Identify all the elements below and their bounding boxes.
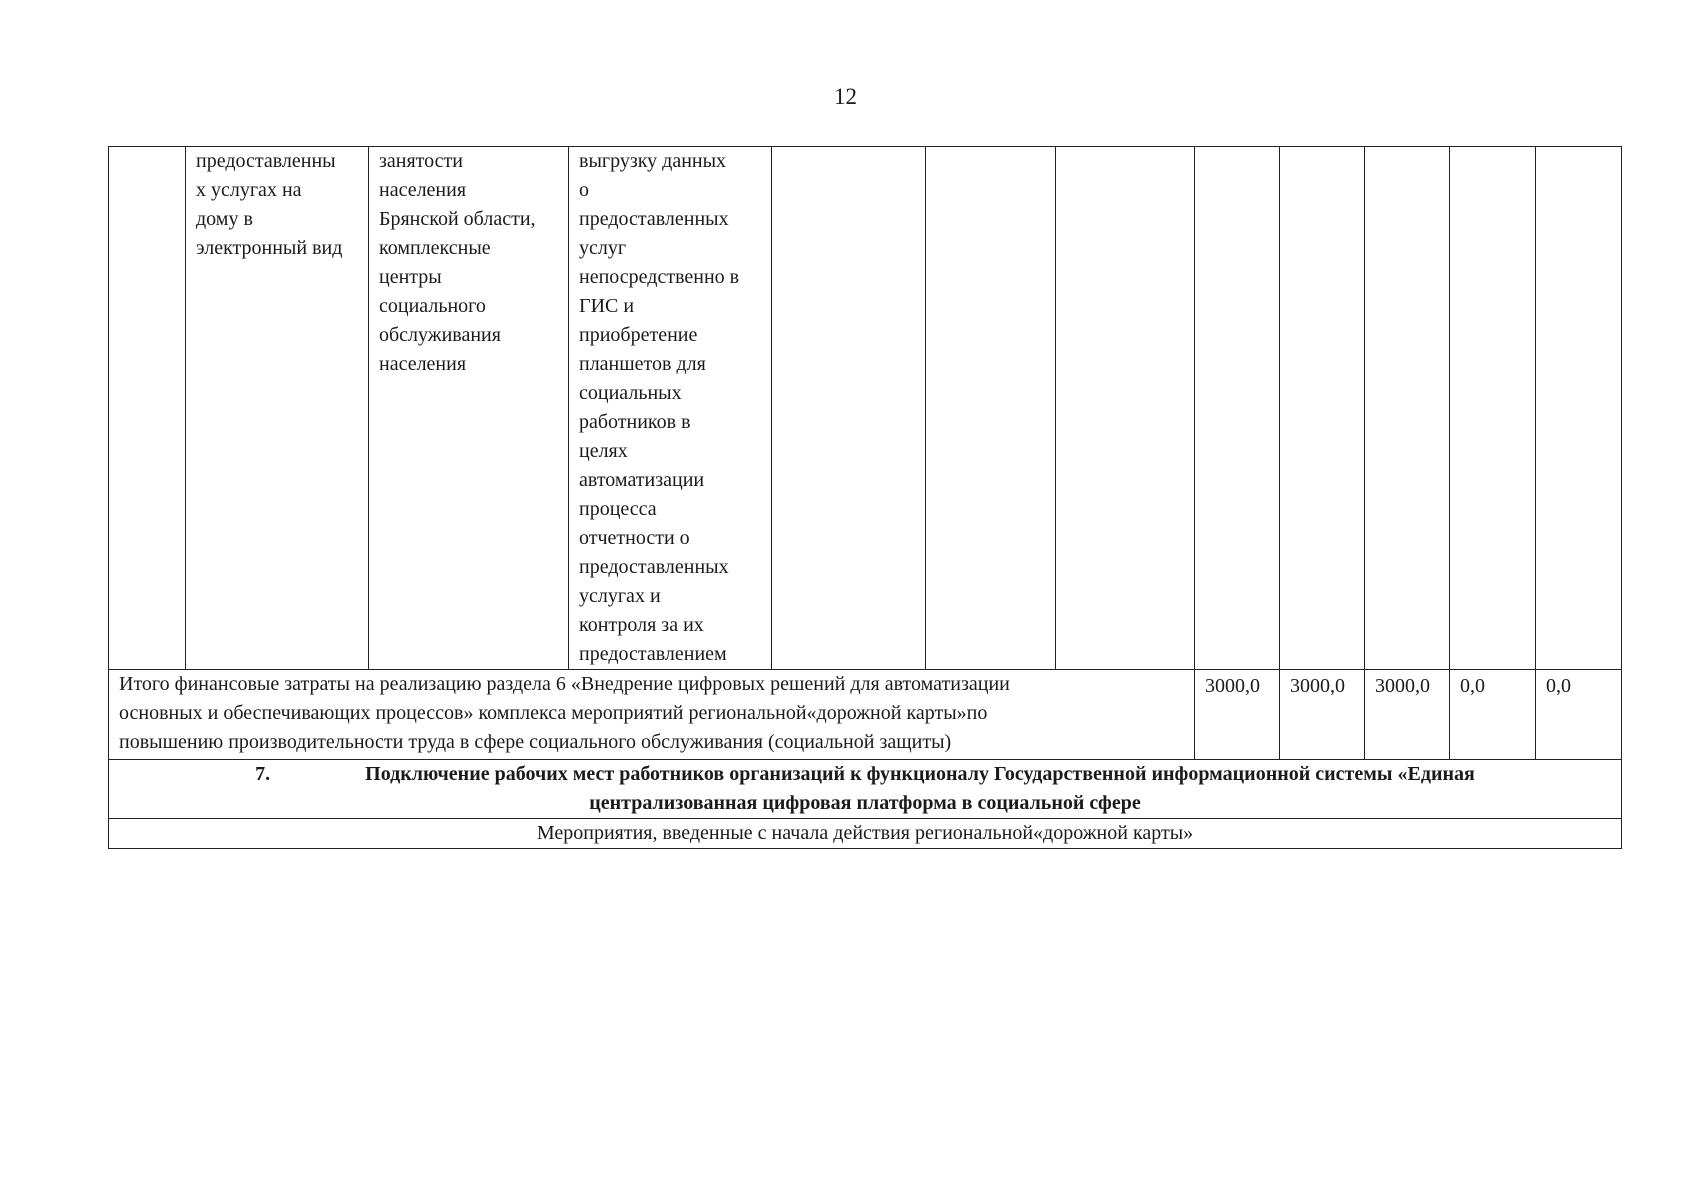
cell-empty: [926, 147, 1056, 670]
cell-empty: [1450, 147, 1536, 670]
cell-empty: [772, 147, 926, 670]
total-label: Итого финансовые затраты на реализацию раздела 6 «Внедрение цифровых решений для автоматизации основных и обеспечивающих процессов» комплекса мероприятий региональной«дорожной карты»по повышению производительности труда в сфере социального обслуживания (социальной защиты): [109, 670, 1195, 760]
section-title-line1: Подключение рабочих мест работников организаций к функционалу Государственной информационной системы «Единая: [365, 763, 1475, 785]
section-number: 7.: [255, 763, 271, 785]
section-heading-row: [109, 760, 1622, 819]
table-row-continuation: [109, 147, 1622, 670]
section-heading: [109, 760, 1622, 819]
subsection-row: [109, 819, 1622, 849]
cell-empty: [1056, 147, 1195, 670]
section-title-line2: централизованная цифровая платформа в социальной сфере: [589, 792, 1141, 814]
cell-empty: [1536, 147, 1622, 670]
cell-activity-name: предоставленны х услугах на дому в электронный вид: [186, 147, 369, 670]
cell-empty: [1280, 147, 1365, 670]
cell-number: [109, 147, 186, 670]
cell-description: выгрузку данных о предоставленных услуг непосредственно в ГИС и приобретение планшетов для социальных работников в целях автоматизации процесса отчетности о предоставленных услугах и контроля за их предоставлением: [569, 147, 772, 670]
total-value: 0,0: [1536, 670, 1622, 760]
total-value: 0,0: [1450, 670, 1536, 760]
table-row-total: [109, 670, 1622, 760]
page-number: 12: [834, 84, 857, 109]
subsection-heading: Мероприятия, введенные с начала действия региональной«дорожной карты»: [109, 819, 1622, 849]
cell-empty: [1195, 147, 1280, 670]
cell-executor: занятости населения Брянской области, комплексные центры социального обслуживания населения: [369, 147, 569, 670]
activities-table: [108, 146, 1622, 849]
total-value: 3000,0: [1365, 670, 1450, 760]
total-value: 3000,0: [1280, 670, 1365, 760]
cell-empty: [1365, 147, 1450, 670]
total-value: 3000,0: [1195, 670, 1280, 760]
